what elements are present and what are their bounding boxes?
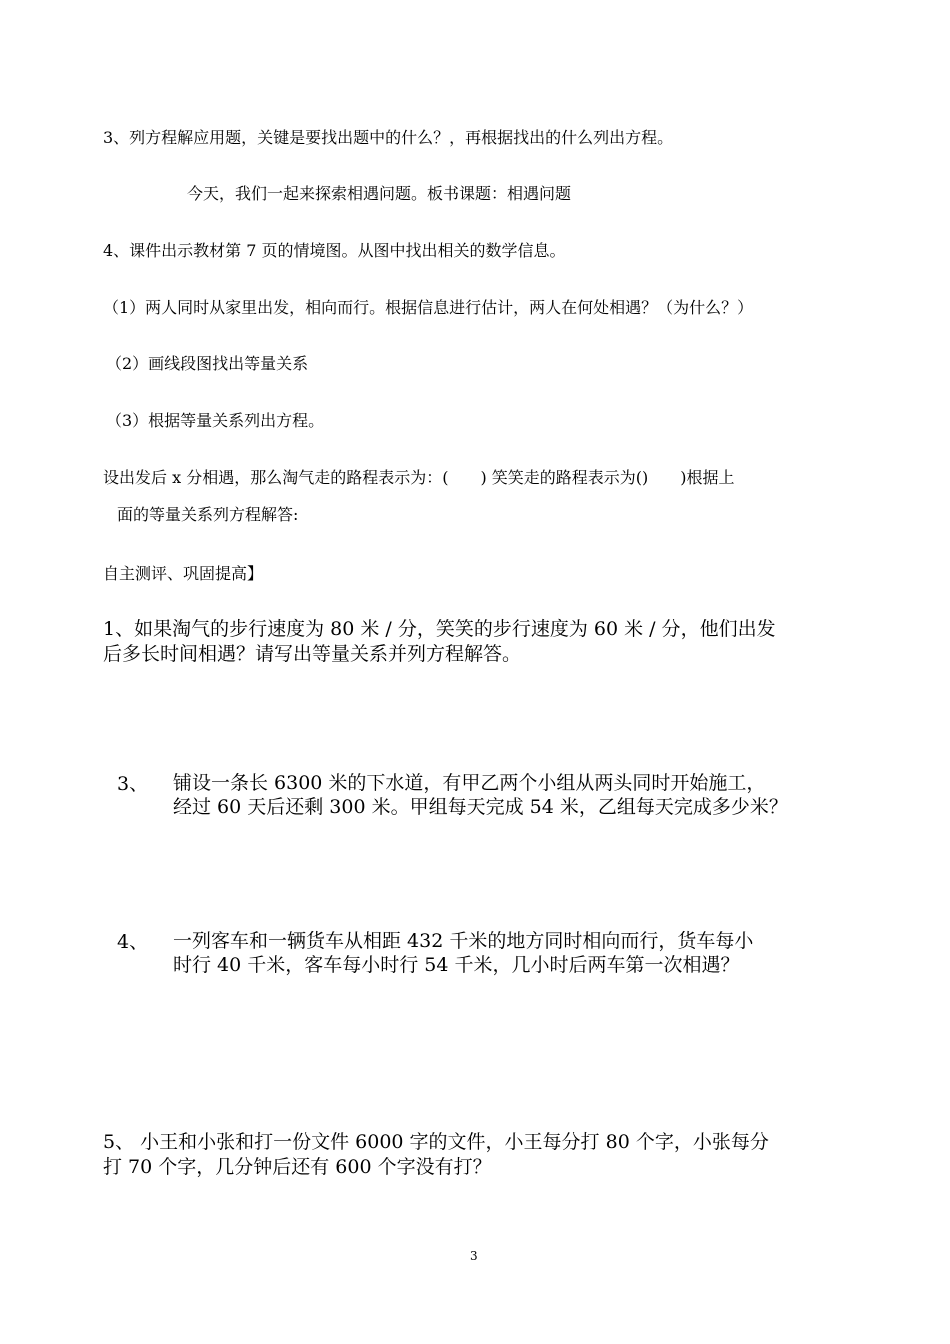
intro-item-4: 4、课件出示教材第 7 页的情境图。从图中找出相关的数学信息。 bbox=[103, 241, 566, 260]
setup-line-1: 设出发后 x 分相遇，那么淘气走的路程表示为：( ) 笑笑走的路程表示为() )根据上 bbox=[103, 468, 735, 487]
intro-item-3: 3、列方程解应用题，关键是要找出题中的什么？，再根据找出的什么列出方程。 bbox=[103, 128, 674, 147]
problem-4-line-2: 时行 40 千米，客车每小时行 54 千米，几小时后两车第一次相遇？ bbox=[173, 953, 740, 976]
intro-sub-3: （3）根据等量关系列出方程。 bbox=[106, 411, 325, 430]
problem-3-text bbox=[173, 772, 788, 820]
problem-4-number: 4、 bbox=[117, 931, 149, 953]
problem-3-number: 3、 bbox=[117, 773, 149, 795]
intro-sub-2: （2）画线段图找出等量关系 bbox=[106, 354, 309, 373]
page-number: 3 bbox=[470, 1249, 478, 1263]
problem-1-line-1: 1、如果淘气的步行速度为 80 米 / 分，笑笑的步行速度为 60 米 / 分，他们出发 bbox=[103, 618, 776, 640]
setup-line-2: 面的等量关系列方程解答: bbox=[117, 505, 299, 524]
problem-4-text bbox=[173, 930, 753, 978]
intro-sub-1: （1）两人同时从家里出发，相向而行。根据信息进行估计，两人在何处相遇？（为什么？） bbox=[103, 298, 754, 317]
intro-today-topic: 今天，我们一起来探索相遇问题。板书课题：相遇问题 bbox=[187, 184, 572, 203]
problem-3-line-1: 铺设一条长 6300 米的下水道，有甲乙两个小组从两头同时开始施工， bbox=[173, 772, 766, 794]
problem-1-line-2: 后多长时间相遇？请写出等量关系并列方程解答。 bbox=[103, 643, 522, 665]
problem-5-line-1: 5、 小王和小张和打一份文件 6000 字的文件，小王每分打 80 个字，小张每分 bbox=[103, 1131, 769, 1153]
section-heading: 自主测评、巩固提高】 bbox=[103, 564, 264, 583]
problem-4-line-1: 一列客车和一辆货车从相距 432 千米的地方同时相向而行，货车每小 bbox=[173, 930, 754, 952]
problem-5-line-2: 打 70 个字，几分钟后还有 600 个字没有打？ bbox=[103, 1156, 492, 1178]
problem-3-line-2: 经过 60 天后还剩 300 米。甲组每天完成 54 米，乙组每天完成多少米？ bbox=[173, 795, 788, 818]
